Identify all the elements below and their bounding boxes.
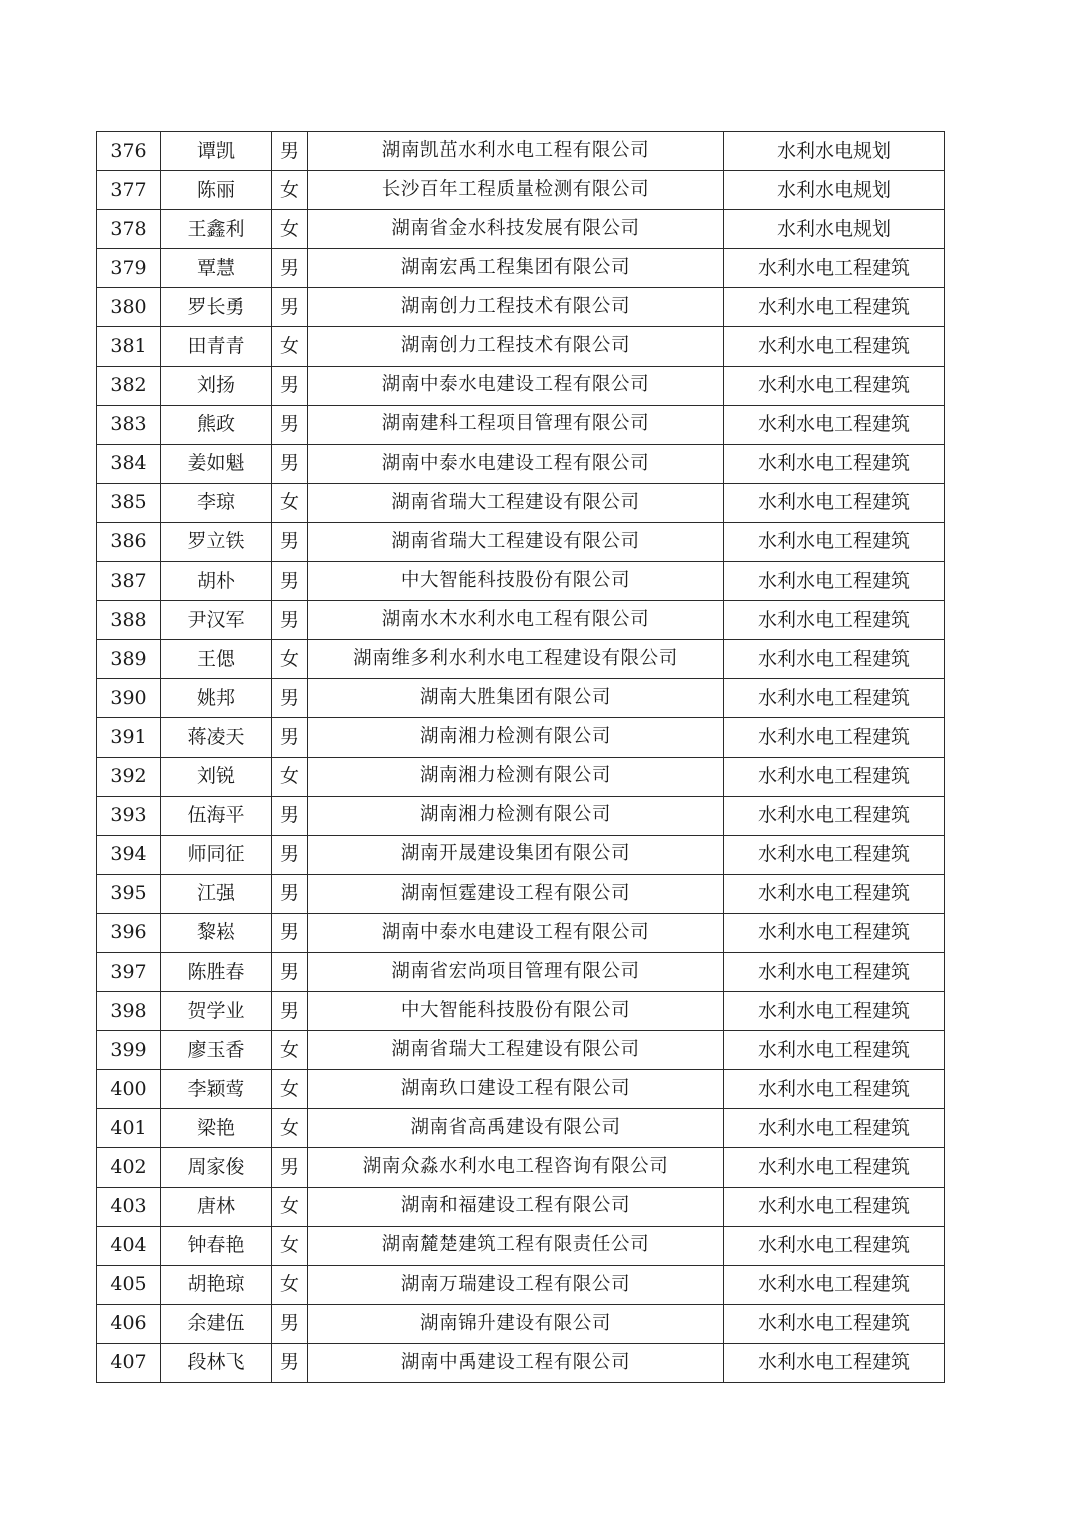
cell-number: 407 [97,1343,161,1382]
cell-gender: 男 [272,718,308,757]
cell-company: 湖南和福建设工程有限公司 [308,1187,724,1226]
cell-number: 399 [97,1031,161,1070]
table-row [97,288,945,327]
cell-number: 390 [97,679,161,718]
cell-gender: 男 [272,874,308,913]
cell-name: 廖玉香 [161,1031,272,1070]
cell-gender: 男 [272,444,308,483]
cell-specialty: 水利水电工程建筑 [724,874,945,913]
cell-name: 蒋凌天 [161,718,272,757]
cell-number: 377 [97,171,161,210]
table-row [97,327,945,366]
cell-name: 田青青 [161,327,272,366]
cell-number: 380 [97,288,161,327]
cell-specialty: 水利水电工程建筑 [724,1070,945,1109]
table-row [97,1109,945,1148]
cell-gender: 男 [272,913,308,952]
table-row [97,444,945,483]
cell-number: 386 [97,522,161,561]
table-row [97,483,945,522]
cell-company: 湖南万瑞建设工程有限公司 [308,1265,724,1304]
cell-gender: 男 [272,405,308,444]
cell-company: 湖南省高禹建设有限公司 [308,1109,724,1148]
cell-number: 391 [97,718,161,757]
cell-specialty: 水利水电工程建筑 [724,405,945,444]
cell-gender: 女 [272,210,308,249]
cell-gender: 男 [272,249,308,288]
cell-company: 湖南湘力检测有限公司 [308,718,724,757]
cell-company: 湖南麓楚建筑工程有限责任公司 [308,1226,724,1265]
cell-gender: 女 [272,1265,308,1304]
cell-gender: 女 [272,1070,308,1109]
table-row [97,952,945,991]
cell-name: 梁艳 [161,1109,272,1148]
cell-company: 湖南创力工程技术有限公司 [308,288,724,327]
cell-number: 396 [97,913,161,952]
table-row [97,679,945,718]
cell-specialty: 水利水电工程建筑 [724,327,945,366]
cell-number: 397 [97,952,161,991]
cell-company: 湖南中禹建设工程有限公司 [308,1343,724,1382]
cell-number: 381 [97,327,161,366]
cell-specialty: 水利水电工程建筑 [724,1226,945,1265]
cell-company: 湖南维多利水利水电工程建设有限公司 [308,640,724,679]
cell-name: 罗长勇 [161,288,272,327]
cell-company: 湖南建科工程项目管理有限公司 [308,405,724,444]
cell-name: 段林飞 [161,1343,272,1382]
cell-company: 湖南玖口建设工程有限公司 [308,1070,724,1109]
cell-gender: 男 [272,1148,308,1187]
roster-body [97,132,945,1383]
cell-gender: 女 [272,483,308,522]
cell-company: 湖南省瑞大工程建设有限公司 [308,522,724,561]
cell-specialty: 水利水电工程建筑 [724,562,945,601]
cell-name: 周家俊 [161,1148,272,1187]
cell-name: 李琼 [161,483,272,522]
cell-number: 403 [97,1187,161,1226]
cell-name: 谭凯 [161,132,272,171]
cell-name: 熊政 [161,405,272,444]
cell-company: 湖南湘力检测有限公司 [308,757,724,796]
cell-specialty: 水利水电规划 [724,132,945,171]
table-row [97,1265,945,1304]
cell-specialty: 水利水电工程建筑 [724,796,945,835]
cell-specialty: 水利水电工程建筑 [724,718,945,757]
cell-gender: 男 [272,366,308,405]
cell-company: 中大智能科技股份有限公司 [308,562,724,601]
table-row [97,835,945,874]
cell-company: 湖南省金水科技发展有限公司 [308,210,724,249]
table-row [97,1148,945,1187]
cell-number: 383 [97,405,161,444]
cell-name: 唐林 [161,1187,272,1226]
cell-name: 钟春艳 [161,1226,272,1265]
cell-company: 湖南中泰水电建设工程有限公司 [308,366,724,405]
cell-name: 陈丽 [161,171,272,210]
cell-number: 378 [97,210,161,249]
table-row [97,640,945,679]
cell-number: 376 [97,132,161,171]
table-row [97,132,945,171]
cell-name: 王偲 [161,640,272,679]
cell-specialty: 水利水电规划 [724,210,945,249]
cell-gender: 女 [272,1031,308,1070]
cell-gender: 女 [272,1109,308,1148]
cell-company: 湖南凯茁水利水电工程有限公司 [308,132,724,171]
cell-number: 394 [97,835,161,874]
cell-company: 湖南省瑞大工程建设有限公司 [308,1031,724,1070]
cell-specialty: 水利水电工程建筑 [724,913,945,952]
table-row [97,1304,945,1343]
table-row [97,1070,945,1109]
cell-gender: 男 [272,288,308,327]
cell-name: 余建伍 [161,1304,272,1343]
cell-specialty: 水利水电工程建筑 [724,601,945,640]
cell-number: 405 [97,1265,161,1304]
cell-gender: 男 [272,132,308,171]
cell-gender: 男 [272,952,308,991]
cell-gender: 女 [272,640,308,679]
table-row [97,757,945,796]
cell-name: 刘扬 [161,366,272,405]
cell-specialty: 水利水电工程建筑 [724,1031,945,1070]
table-row [97,718,945,757]
cell-company: 湖南开晟建设集团有限公司 [308,835,724,874]
cell-company: 湖南湘力检测有限公司 [308,796,724,835]
cell-number: 401 [97,1109,161,1148]
cell-specialty: 水利水电工程建筑 [724,640,945,679]
cell-name: 覃慧 [161,249,272,288]
cell-gender: 女 [272,171,308,210]
cell-specialty: 水利水电工程建筑 [724,679,945,718]
cell-specialty: 水利水电工程建筑 [724,1304,945,1343]
cell-name: 贺学业 [161,992,272,1031]
cell-company: 湖南宏禹工程集团有限公司 [308,249,724,288]
cell-gender: 男 [272,522,308,561]
cell-name: 李颖莺 [161,1070,272,1109]
cell-name: 刘锐 [161,757,272,796]
table-row [97,796,945,835]
cell-number: 393 [97,796,161,835]
cell-specialty: 水利水电工程建筑 [724,992,945,1031]
cell-gender: 男 [272,562,308,601]
table-row [97,601,945,640]
cell-company: 湖南省瑞大工程建设有限公司 [308,483,724,522]
cell-specialty: 水利水电工程建筑 [724,1187,945,1226]
table-row [97,210,945,249]
cell-number: 389 [97,640,161,679]
cell-company: 湖南大胜集团有限公司 [308,679,724,718]
table-row [97,405,945,444]
cell-name: 尹汉军 [161,601,272,640]
cell-company: 长沙百年工程质量检测有限公司 [308,171,724,210]
cell-specialty: 水利水电规划 [724,171,945,210]
cell-number: 400 [97,1070,161,1109]
cell-number: 406 [97,1304,161,1343]
cell-name: 姜如魁 [161,444,272,483]
cell-name: 胡艳琼 [161,1265,272,1304]
cell-specialty: 水利水电工程建筑 [724,1109,945,1148]
table-row [97,1031,945,1070]
cell-specialty: 水利水电工程建筑 [724,288,945,327]
cell-company: 湖南创力工程技术有限公司 [308,327,724,366]
cell-name: 黎崧 [161,913,272,952]
cell-number: 388 [97,601,161,640]
cell-gender: 女 [272,1187,308,1226]
cell-gender: 男 [272,1343,308,1382]
table-row [97,913,945,952]
table-row [97,171,945,210]
cell-gender: 男 [272,679,308,718]
cell-gender: 女 [272,1226,308,1265]
table-row [97,562,945,601]
cell-gender: 男 [272,796,308,835]
cell-company: 湖南省宏尚项目管理有限公司 [308,952,724,991]
cell-name: 王鑫利 [161,210,272,249]
cell-specialty: 水利水电工程建筑 [724,444,945,483]
cell-number: 398 [97,992,161,1031]
cell-specialty: 水利水电工程建筑 [724,952,945,991]
cell-company: 湖南众淼水利水电工程咨询有限公司 [308,1148,724,1187]
table-row [97,1187,945,1226]
table-row [97,992,945,1031]
cell-specialty: 水利水电工程建筑 [724,1265,945,1304]
cell-gender: 男 [272,992,308,1031]
cell-specialty: 水利水电工程建筑 [724,757,945,796]
cell-specialty: 水利水电工程建筑 [724,835,945,874]
cell-gender: 男 [272,601,308,640]
cell-gender: 女 [272,327,308,366]
cell-company: 湖南中泰水电建设工程有限公司 [308,444,724,483]
cell-specialty: 水利水电工程建筑 [724,1343,945,1382]
cell-number: 385 [97,483,161,522]
cell-company: 湖南恒霆建设工程有限公司 [308,874,724,913]
cell-name: 伍海平 [161,796,272,835]
cell-specialty: 水利水电工程建筑 [724,483,945,522]
cell-specialty: 水利水电工程建筑 [724,1148,945,1187]
cell-name: 罗立铁 [161,522,272,561]
cell-number: 395 [97,874,161,913]
cell-number: 404 [97,1226,161,1265]
cell-specialty: 水利水电工程建筑 [724,522,945,561]
table-row [97,874,945,913]
table-row [97,1226,945,1265]
cell-name: 师同征 [161,835,272,874]
cell-name: 江强 [161,874,272,913]
cell-company: 中大智能科技股份有限公司 [308,992,724,1031]
cell-name: 姚邦 [161,679,272,718]
cell-company: 湖南水木水利水电工程有限公司 [308,601,724,640]
cell-company: 湖南中泰水电建设工程有限公司 [308,913,724,952]
cell-number: 392 [97,757,161,796]
cell-name: 胡朴 [161,562,272,601]
table-row [97,366,945,405]
cell-name: 陈胜春 [161,952,272,991]
cell-number: 387 [97,562,161,601]
cell-number: 379 [97,249,161,288]
cell-gender: 女 [272,757,308,796]
cell-specialty: 水利水电工程建筑 [724,249,945,288]
roster-table [96,131,945,1383]
table-row [97,522,945,561]
cell-specialty: 水利水电工程建筑 [724,366,945,405]
cell-gender: 男 [272,835,308,874]
cell-company: 湖南锦升建设有限公司 [308,1304,724,1343]
table-row [97,249,945,288]
cell-number: 382 [97,366,161,405]
table-row [97,1343,945,1382]
cell-number: 384 [97,444,161,483]
cell-number: 402 [97,1148,161,1187]
cell-gender: 男 [272,1304,308,1343]
